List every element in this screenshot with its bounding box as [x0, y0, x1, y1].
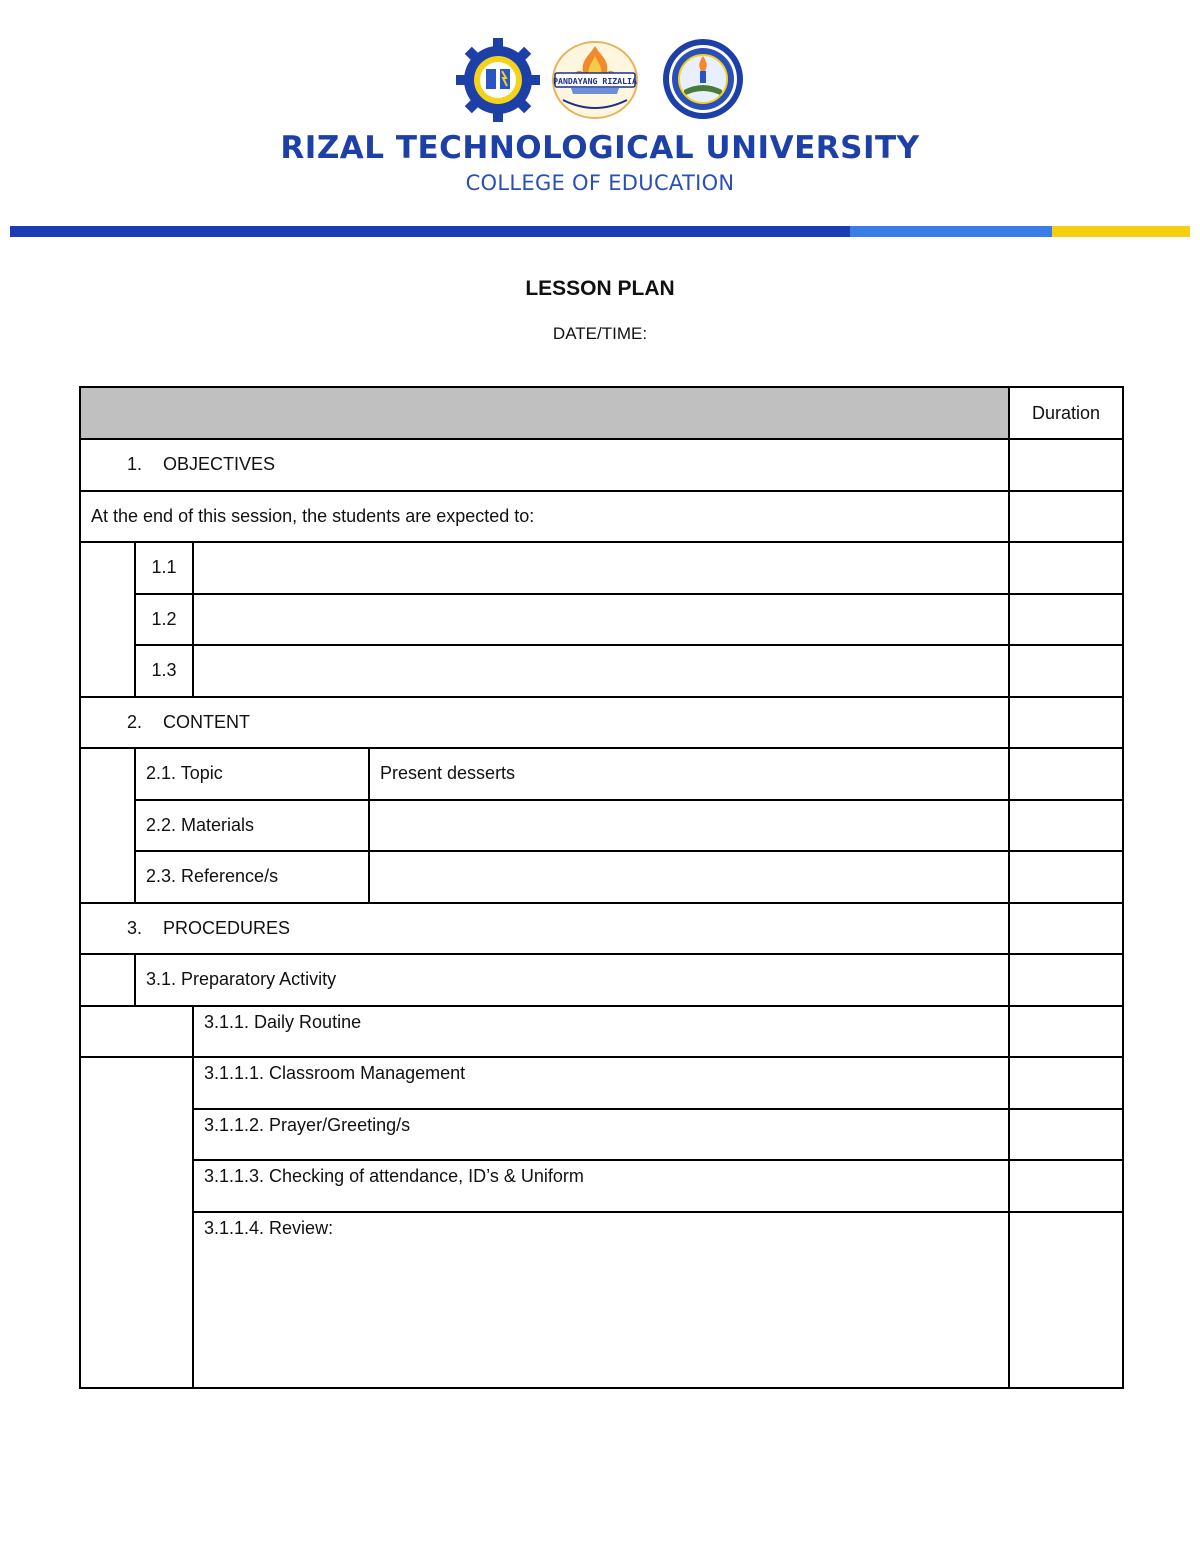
content-row	[80, 800, 1123, 852]
content-indent-cell	[80, 748, 135, 903]
duration-cell[interactable]	[1009, 1057, 1123, 1109]
content-number: 2.	[127, 711, 143, 732]
table-header-row	[80, 387, 1123, 439]
routine-step: 3.1.1.2. Prayer/Greeting/s	[193, 1109, 1009, 1161]
duration-cell[interactable]	[1009, 439, 1123, 491]
objectives-indent-cell	[80, 542, 135, 697]
content-heading: CONTENT	[163, 711, 250, 732]
daily-routine-row	[80, 1006, 1123, 1058]
procedures-number: 3.	[127, 917, 143, 938]
routine-steps-indent-cell	[80, 1057, 193, 1388]
objective-item-row	[80, 594, 1123, 646]
duration-cell[interactable]	[1009, 1212, 1123, 1388]
header-logos	[0, 36, 1200, 126]
preparatory-activity: 3.1. Preparatory Activity	[135, 954, 1009, 1006]
duration-cell[interactable]	[1009, 1160, 1123, 1212]
procedures-heading: PROCEDURES	[163, 917, 291, 938]
routine-step-row	[80, 1160, 1123, 1212]
content-value[interactable]	[369, 800, 1009, 852]
objective-item-text-cell[interactable]	[193, 594, 1009, 646]
content-value[interactable]	[369, 851, 1009, 903]
lesson-plan-table	[79, 386, 1124, 1389]
daily-routine: 3.1.1. Daily Routine	[193, 1006, 1009, 1058]
pandayang-rizalia-logo	[551, 40, 639, 120]
procedures-heading-row	[80, 903, 1123, 955]
gear-seal-logo	[456, 38, 540, 122]
duration-header: Duration	[1009, 387, 1123, 439]
routine-step-row	[80, 1057, 1123, 1109]
duration-cell[interactable]	[1009, 903, 1123, 955]
preparatory-indent-cell	[80, 954, 135, 1006]
objectives-heading-row	[80, 439, 1123, 491]
header-shaded-cell	[80, 387, 1009, 439]
college-of-education-seal-logo	[662, 38, 744, 120]
objective-item-text-cell[interactable]	[193, 645, 1009, 697]
duration-cell[interactable]	[1009, 542, 1123, 594]
content-value[interactable]: Present desserts	[369, 748, 1009, 800]
duration-cell[interactable]	[1009, 645, 1123, 697]
objective-item-row	[80, 542, 1123, 594]
university-name: RIZAL TECHNOLOGICAL UNIVERSITY	[280, 130, 920, 166]
document-title: LESSON PLAN	[525, 277, 675, 300]
review-step[interactable]: 3.1.1.4. Review:	[193, 1212, 1009, 1388]
objectives-intro-row	[80, 491, 1123, 543]
duration-cell[interactable]	[1009, 748, 1123, 800]
objectives-heading-cell	[80, 439, 1009, 491]
svg-text:PANDAYANG RIZALIA: PANDAYANG RIZALIA	[553, 76, 637, 86]
content-row	[80, 748, 1123, 800]
review-row	[80, 1212, 1123, 1388]
objective-item-number: 1.1	[135, 542, 193, 594]
duration-cell[interactable]	[1009, 1109, 1123, 1161]
objective-item-number: 1.2	[135, 594, 193, 646]
header-band-dark-blue	[10, 226, 850, 237]
preparatory-row	[80, 954, 1123, 1006]
routine-step: 3.1.1.3. Checking of attendance, ID’s & Uniform	[193, 1160, 1009, 1212]
routine-step: 3.1.1.1. Classroom Management	[193, 1057, 1009, 1109]
objective-item-number: 1.3	[135, 645, 193, 697]
objectives-number: 1.	[127, 454, 143, 475]
duration-cell[interactable]	[1009, 800, 1123, 852]
content-label: 2.3. Reference/s	[135, 851, 369, 903]
content-row	[80, 851, 1123, 903]
header-band-yellow	[1052, 226, 1190, 237]
objective-item-row	[80, 645, 1123, 697]
content-label: 2.1. Topic	[135, 748, 369, 800]
duration-cell[interactable]	[1009, 697, 1123, 749]
date-time-label: DATE/TIME:	[552, 324, 648, 343]
duration-cell[interactable]	[1009, 851, 1123, 903]
header-band-light-blue	[850, 226, 1052, 237]
routine-step-row	[80, 1109, 1123, 1161]
content-heading-cell	[80, 697, 1009, 749]
content-label: 2.2. Materials	[135, 800, 369, 852]
duration-cell[interactable]	[1009, 491, 1123, 543]
objectives-intro: At the end of this session, the students are expected to:	[80, 491, 1009, 543]
duration-cell[interactable]	[1009, 594, 1123, 646]
duration-cell[interactable]	[1009, 1006, 1123, 1058]
daily-routine-indent-cell	[80, 1006, 193, 1058]
procedures-heading-cell	[80, 903, 1009, 955]
objective-item-text-cell[interactable]	[193, 542, 1009, 594]
content-heading-row	[80, 697, 1123, 749]
objectives-heading: OBJECTIVES	[163, 454, 276, 475]
duration-cell[interactable]	[1009, 954, 1123, 1006]
college-name: COLLEGE OF EDUCATION	[465, 171, 735, 195]
